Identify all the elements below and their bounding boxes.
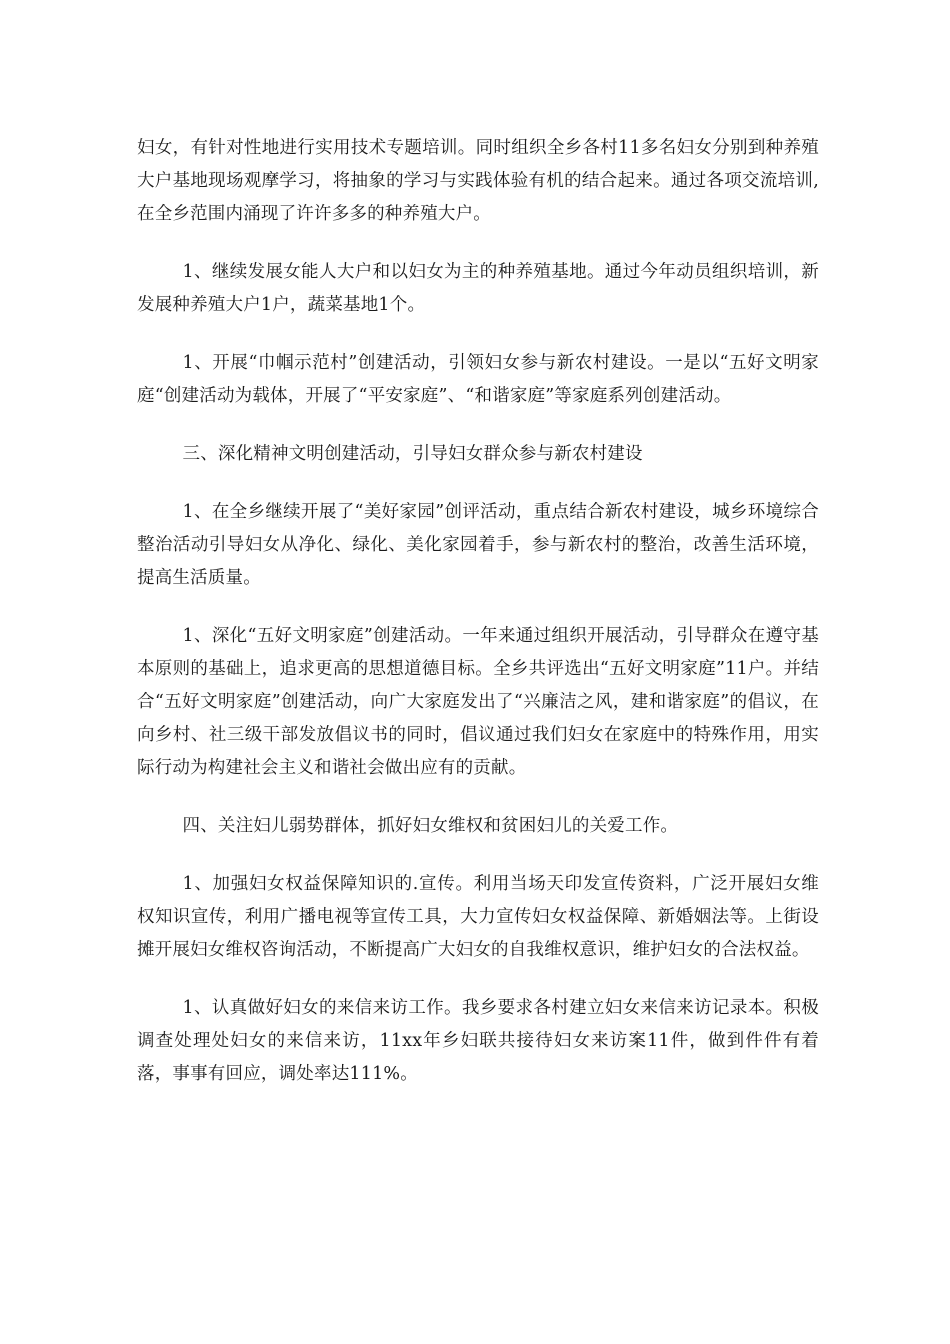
section-heading-4: 四、关注妇儿弱势群体，抓好妇女维权和贫困妇儿的关爱工作。 xyxy=(182,816,679,836)
paragraph-3: 1、开展“巾帼示范村”创建活动，引领妇女参与新农村建设。一是以“五好文明家庭“创建活动为载体，开展了“平安家庭”、“和谐家庭”等家庭系列创建活动。 xyxy=(137,353,819,406)
paragraph-5: 1、在全乡继续开展了“美好家园”创评活动，重点结合新农村建设，城乡环境综合整治活动引导妇女从净化、绿化、美化家园着手，参与新农村的整治，改善生活环境，提高生活质量。 xyxy=(137,502,819,588)
document-body xyxy=(137,132,819,1116)
paragraph-2: 1、继续发展女能人大户和以妇女为主的种养殖基地。通过今年动员组织培训，新发展种养殖大户1户，蔬菜基地1个。 xyxy=(137,262,819,315)
paragraph-1: 妇女，有针对性地进行实用技术专题培训。同时组织全乡各村11多名妇女分别到种养殖大户基地现场观摩学习，将抽象的学习与实践体验有机的结合起来。通过各项交流培训,在全乡范围内涌现了许许多多的种养殖大户。 xyxy=(137,138,819,224)
paragraph-6: 1、深化“五好文明家庭”创建活动。一年来通过组织开展活动，引导群众在遵守基本原则的基础上，追求更高的思想道德目标。全乡共评选出“五好文明家庭”11户。并结合“五好文明家庭”创建活动，向广大家庭发出了“兴廉洁之风，建和谐家庭”的倡议，在向乡村、社三级干部发放倡议书的同时，倡议通过我们妇女在家庭中的特殊作用，用实际行动为构建社会主义和谐社会做出应有的贡献。 xyxy=(137,626,819,778)
paragraph-8: 1、加强妇女权益保障知识的.宣传。利用当场天印发宣传资料，广泛开展妇女维权知识宣传，利用广播电视等宣传工具，大力宣传妇女权益保障、新婚姻法等。上街设摊开展妇女维权咨询活动，不断提高广大妇女的自我维权意识，维护妇女的合法权益。 xyxy=(137,874,819,960)
section-heading-3: 三、深化精神文明创建活动，引导妇女群众参与新农村建设 xyxy=(182,444,643,464)
paragraph-9: 1、认真做好妇女的来信来访工作。我乡要求各村建立妇女来信来访记录本。积极调查处理处妇女的来信来访，11xx年乡妇联共接待妇女来访案11件，做到件件有着落，事事有回应，调处率达111%。 xyxy=(137,998,819,1084)
